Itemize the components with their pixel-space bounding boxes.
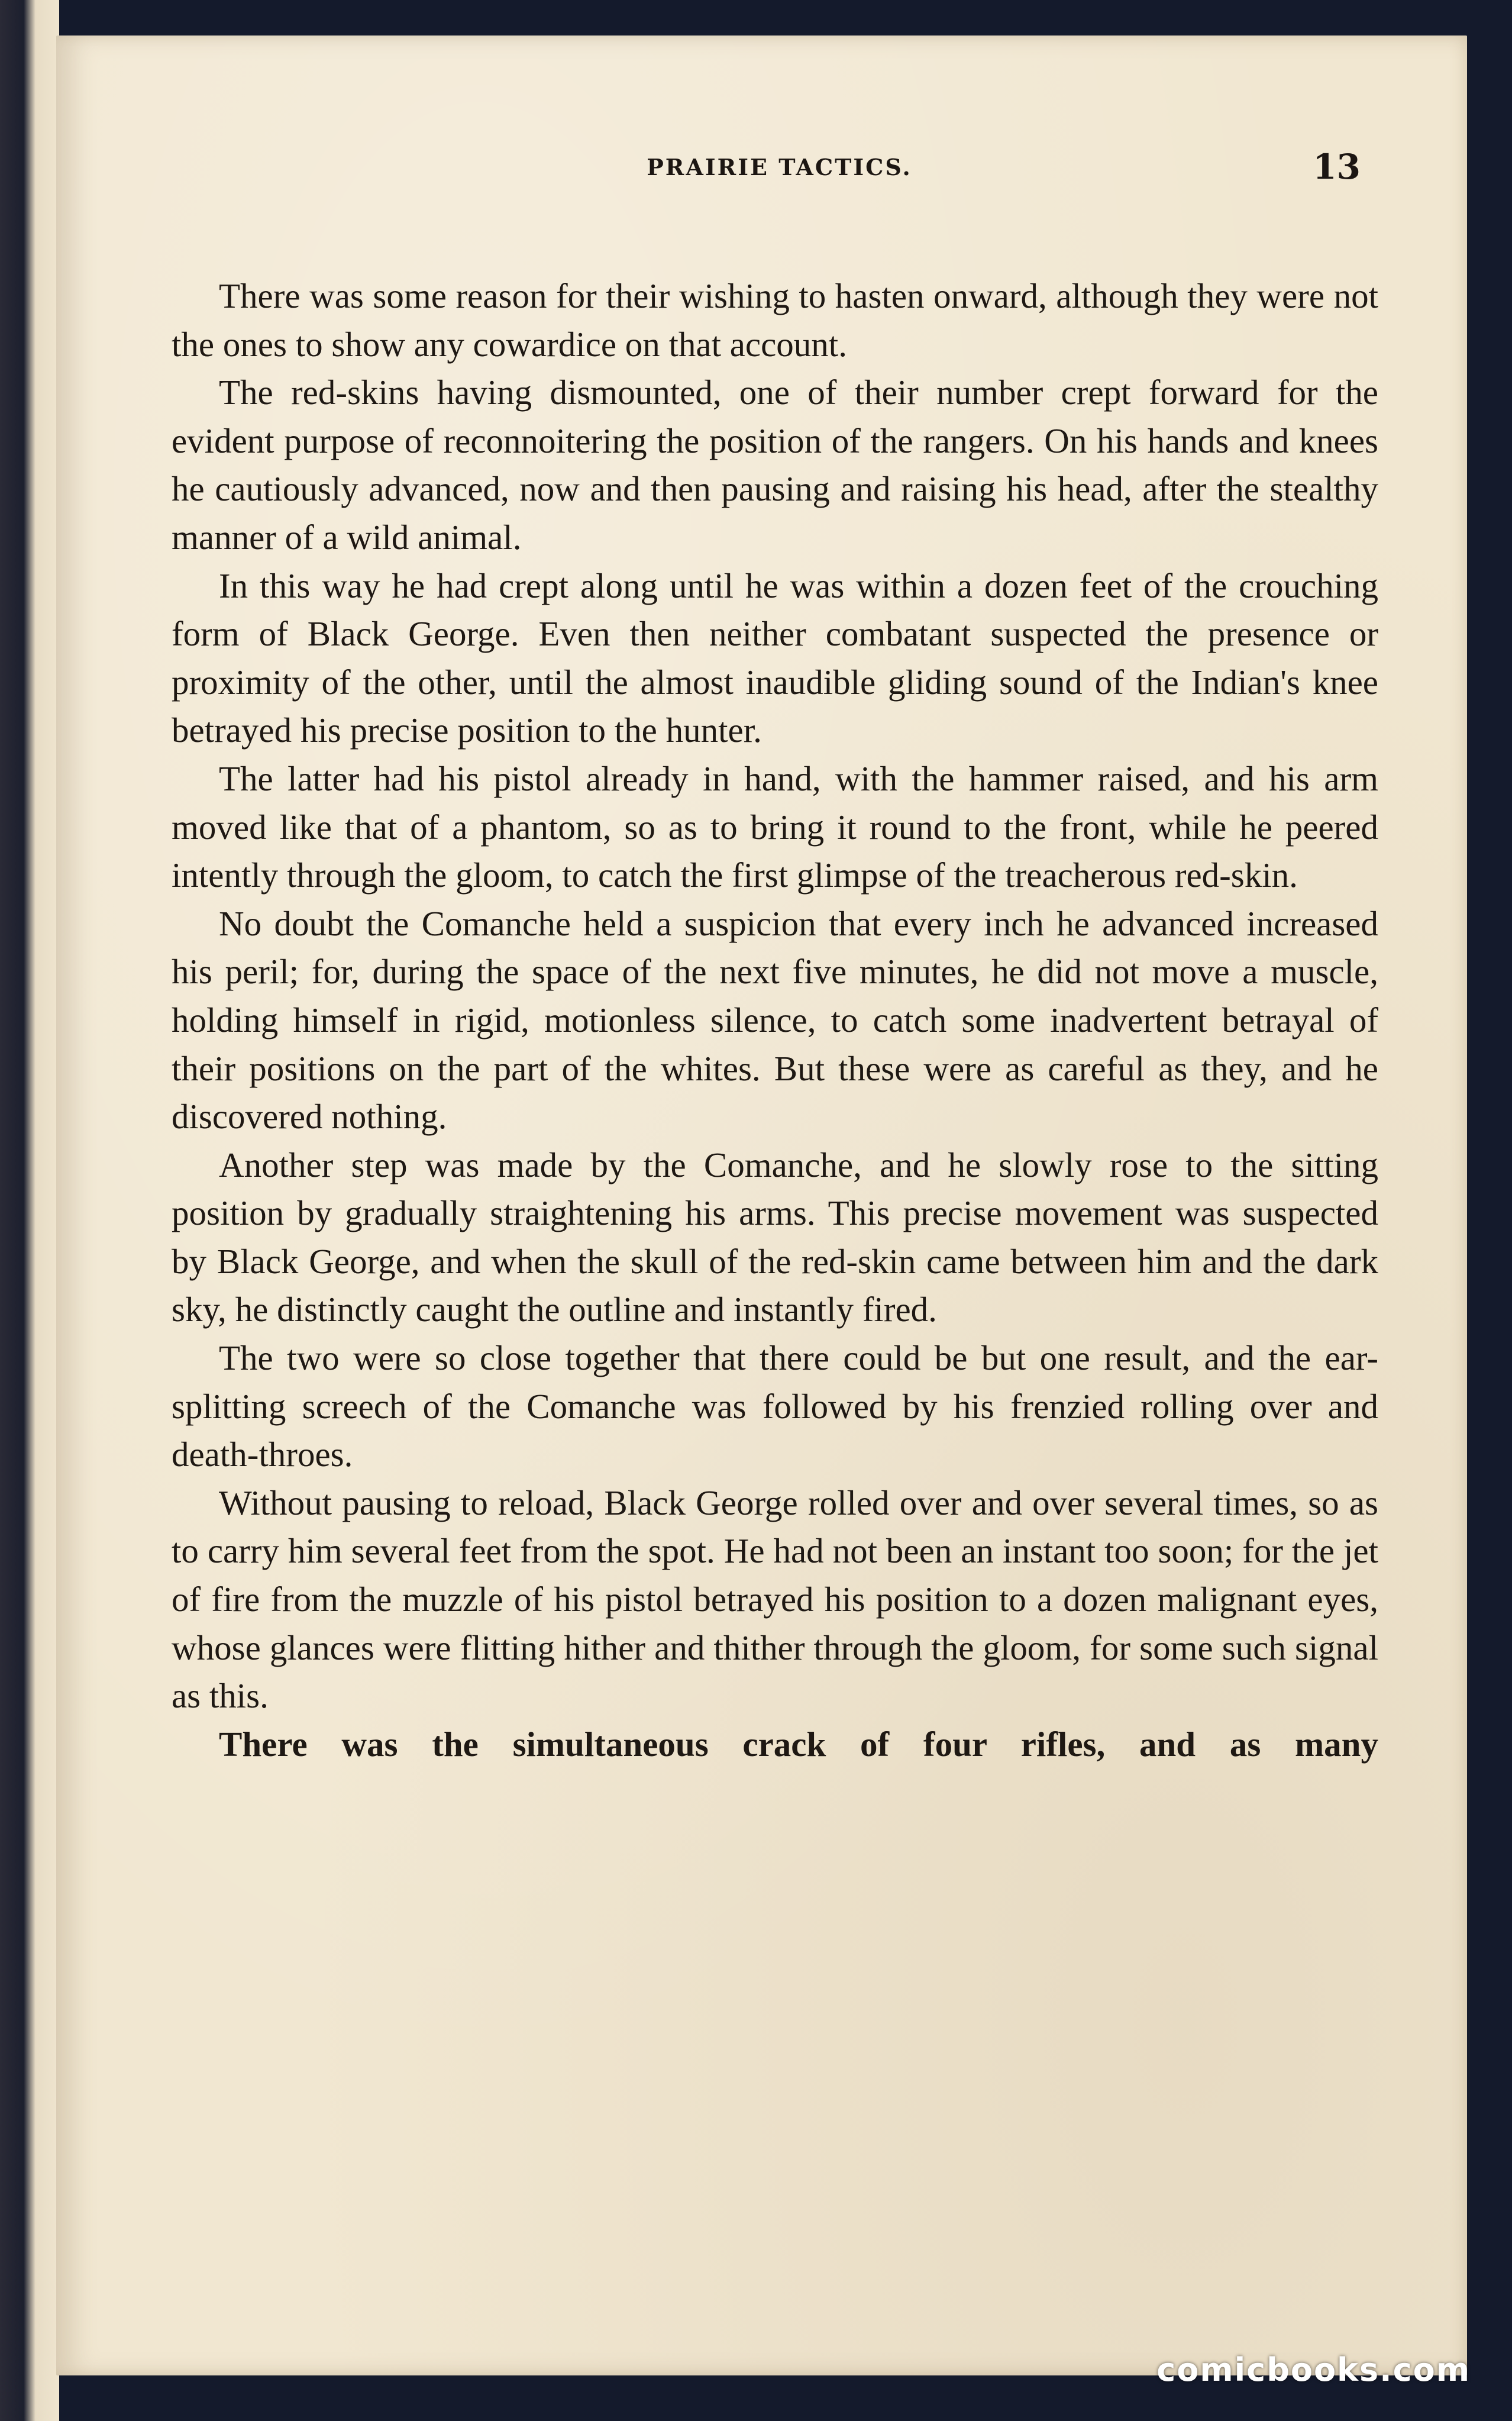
paragraph: There was some reason for their wishing to hasten onward, although they were not the ones to show any cowardice on that account. <box>172 276 1378 364</box>
paragraph: The red-skins having dismounted, one of their number crept forward for the evident purpose of reconnoitering the position of the rangers. On his hands and knees he cautiously advanced, now and then pausing and raising his head, after the stealthy manner of a wild animal. <box>172 373 1378 557</box>
book-page <box>56 35 1467 2375</box>
running-head: PRAIRIE TACTICS. <box>647 154 912 180</box>
page-header <box>56 147 1467 201</box>
paragraph: Another step was made by the Comanche, and he slowly rose to the sitting position by gradually straightening his arms. This precise movement was suspected by Black George, and when the skull of the red-skin came between him and the dark sky, he distinctly caught the outline and instantly fired. <box>172 1145 1378 1329</box>
body-text <box>172 272 1378 1768</box>
paragraph: In this way he had crept along until he was within a dozen feet of the crouching form of Black George. Even then neither combatant suspected the presence or proximity of the other, until the almost inaudible gliding sound of the Indian's knee betrayed his precise position to the hunter. <box>172 566 1378 750</box>
page-number: 13 <box>1313 147 1361 187</box>
paragraph: The latter had his pistol already in hand, with the hammer raised, and his arm moved like that of a phantom, so as to bring it round to the front, while he peered intently through the gloom, to catch the first glimpse of the treacherous red-skin. <box>172 758 1378 895</box>
book-spine-edge <box>0 0 59 2421</box>
paragraph: No doubt the Comanche held a suspicion that every inch he advanced increased his peril; for, during the space of the next five minutes, he did not move a muscle, holding himself in rigid, motionless silence, to catch some inadvertent betrayal of their positions on the part of the whites. But these were as careful as they, and he discovered nothing. <box>172 903 1378 1137</box>
paragraph: Without pausing to reload, Black George rolled over and over several times, so as to carry him several feet from the spot. He had not been an instant too soon; for the jet of fire from the muzzle of his pistol betrayed his position to a dozen malignant eyes, whose glances were flitting hither and thither through the gloom, for some such signal as this. <box>172 1483 1378 1716</box>
paragraph: The two were so close together that there could be but one result, and the ear-splitting screech of the Comanche was followed by his frenzied rolling over and death-throes. <box>172 1338 1378 1474</box>
paragraph-continued: There was the simultaneous crack of four rifles, and as many <box>219 1724 1378 1764</box>
watermark: comicbooks.com <box>1156 2351 1471 2388</box>
